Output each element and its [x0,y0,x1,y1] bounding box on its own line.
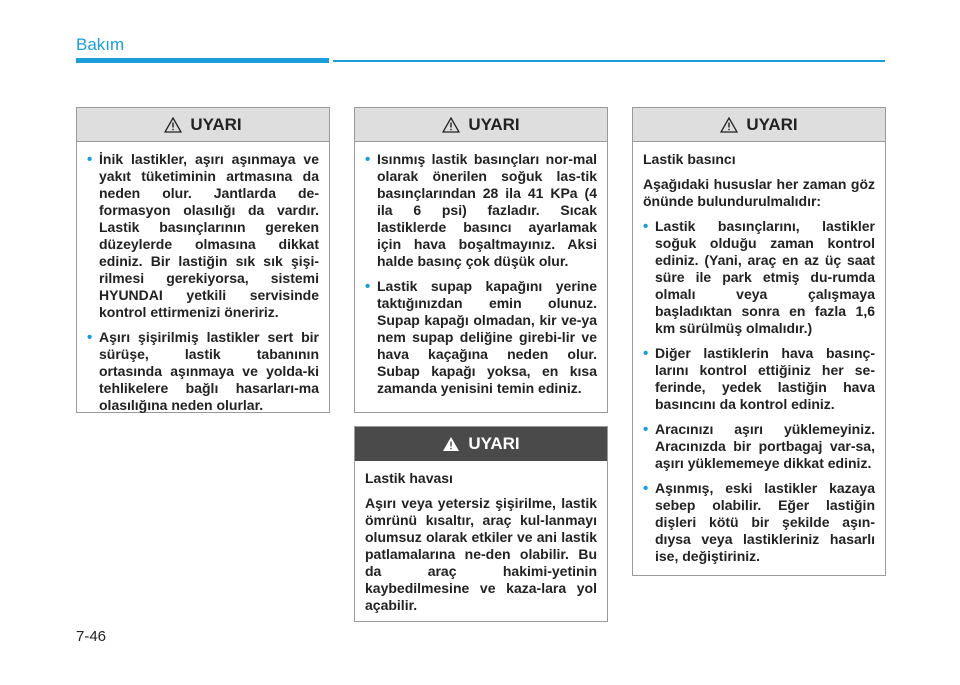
warning-box-middle-top [354,107,608,413]
warning-header-label: UYARI [190,114,242,134]
warning-triangle-icon [720,117,738,133]
bullet-icon: • [87,151,93,168]
warning-box-middle-bottom [354,426,608,622]
warning-body [633,142,885,581]
warning-body [77,142,329,430]
list-item: • Lastik basınçlarını, lastikler soğuk olduğu zaman kontrol ediniz. (Yani, araç en az üç saat süre ile park etmiş du-rumda olmalı veya çalışmaya başladıktan sonra en fazla 1,6 km sürülmüş olmalıdır.) [643,218,875,336]
warning-intro: Aşağıdaki hususlar her zaman göz önünde bulundurulmalıdır: [643,176,875,209]
list-item: • Lastik supap kapağını yerine taktığınızdan emin olunuz. Supap kapağı olmadan, kir ve-ya nem supap deliğine girebi-lir ve hava kaçağına neden olur. Subap kapağı yoksa, en kısa zamanda yenisini temin ediniz. [365,278,597,396]
header-rule-thin [333,60,885,62]
page-number: 7-46 [76,628,107,645]
list-item: • İnik lastikler, aşırı aşınmaya ve yakıt tüketiminin artmasına da neden olur. Jantlarda de-formasyon olasılığı da vardır. Lastik basınçlarının gereken düzeylerde olmasına dikkat ediniz. Bir lastiğin sık sık şişi-rilmesi gerekiyorsa, sistemi HYUNDAI yetkili servisinde kontrol ettirmenizi öneririz. [87,151,319,320]
bullet-icon: • [643,480,649,497]
warning-paragraph: Aşırı veya yetersiz şişirilme, lastik ömrünü kısaltır, araç kul-lanmayı olumsuz olarak etkiler ve ani lastik patlamalarına ne-den olabilir. Bu da araç hakimi-yetinin kaybedilmesine ve kaza-lara yol açabilir. [365,495,597,613]
list-item: • Isınmış lastik basınçları nor-mal olarak önerilen soğuk las-tik basınçlarından 28 ila 41 KPa (4 ila 6 psi) fazladır. Sıcak lastiklerde basıncı ayarlamak için hava boşaltmayınız. Aksi halde basınç çok düşük olur. [365,151,597,269]
section-title: Bakım [76,35,125,54]
bullet-icon: • [365,278,371,295]
warning-header [77,108,329,142]
warning-triangle-icon [164,117,182,133]
warning-triangle-icon [442,436,460,452]
warning-body [355,461,607,630]
warning-triangle-icon [442,117,460,133]
bullet-icon: • [87,329,93,346]
warning-header-label: UYARI [746,114,798,134]
bullet-icon: • [365,151,371,168]
warning-header [355,427,607,461]
list-item: • Aşırı şişirilmiş lastikler sert bir sürüşe, lastik tabanının ortasında aşınmaya ve yolda-ki tehlikelere bağlı hasarları-ma olasılığına neden olurlar. [87,329,319,413]
list-item: • Diğer lastiklerin hava basınç-larını kontrol ettiğiniz her se-ferinde, yedek lastiğin hava basıncını da kontrol ediniz. [643,345,875,412]
warning-header [633,108,885,142]
list-item: • Aşınmış, eski lastikler kazaya sebep olabilir. Eğer lastiğin dişleri kötü bir şekilde aşın-dıysa veya lastikleriniz hasarlı ise, değiştiriniz. [643,480,875,564]
warning-body [355,142,607,413]
warning-header-label: UYARI [468,433,520,453]
warning-subtitle: Lastik havası [365,470,453,486]
warning-box-left [76,107,330,413]
bullet-icon: • [643,421,649,438]
warning-header [355,108,607,142]
warning-box-right [632,107,886,576]
bullet-icon: • [643,345,649,362]
list-item: • Aracınızı aşırı yüklemeyiniz. Aracınızda bir portbagaj var-sa, aşırı yüklememeye dikkat ediniz. [643,421,875,471]
header-rule-thick [76,58,329,63]
warning-header-label: UYARI [468,114,520,134]
warning-subtitle: Lastik basıncı [643,151,736,167]
bullet-icon: • [643,218,649,235]
